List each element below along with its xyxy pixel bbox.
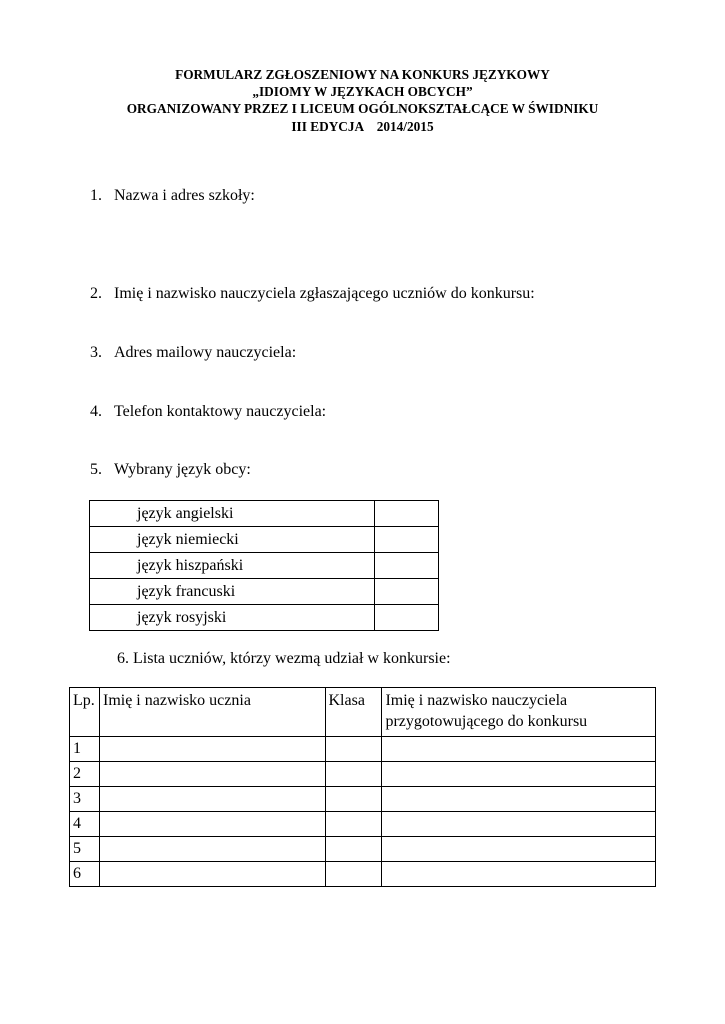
teacher-cell[interactable]	[382, 787, 656, 812]
header-edition: III EDYCJA 2014/2015	[291, 118, 434, 134]
class-cell[interactable]	[325, 787, 382, 812]
question-teacher-phone	[90, 403, 326, 421]
question-label: Telefon kontaktowy nauczyciela:	[114, 403, 327, 420]
table-row	[70, 737, 656, 762]
class-cell[interactable]	[325, 837, 382, 862]
teacher-cell[interactable]	[382, 837, 656, 862]
class-cell[interactable]	[325, 812, 382, 837]
class-cell[interactable]	[325, 862, 382, 887]
column-header-class: Klasa	[325, 688, 382, 737]
language-name: język francuski	[90, 579, 375, 605]
question-number: 2.	[90, 285, 102, 302]
question-number: 3.	[90, 344, 102, 361]
language-name: język rosyjski	[90, 605, 375, 631]
question-number: 5.	[90, 461, 102, 478]
question-label: Adres mailowy nauczyciela:	[114, 344, 297, 361]
language-row	[90, 605, 439, 631]
header-contest-name: „IDIOMY W JĘZYKACH OBCYCH”	[252, 84, 473, 100]
students-list-title: 6. Lista uczniów, którzy wezmą udział w konkursie:	[117, 650, 451, 667]
row-number: 5	[70, 837, 100, 862]
question-label: Nazwa i adres szkoły:	[114, 187, 255, 204]
students-table	[69, 687, 656, 887]
student-name-cell[interactable]	[99, 737, 325, 762]
header-organizer: ORGANIZOWANY PRZEZ I LICEUM OGÓLNOKSZTAŁCĄCE W ŚWIDNIKU	[126, 101, 599, 117]
question-number: 1.	[90, 187, 102, 204]
table-row	[70, 837, 656, 862]
language-name: język angielski	[90, 501, 375, 527]
table-header-row	[70, 688, 656, 737]
question-teacher-email	[90, 344, 296, 362]
header-title: FORMULARZ ZGŁOSZENIOWY NA KONKURS JĘZYKOWY	[175, 67, 550, 82]
teacher-cell[interactable]	[382, 862, 656, 887]
teacher-cell[interactable]	[382, 762, 656, 787]
row-number: 2	[70, 762, 100, 787]
row-number: 3	[70, 787, 100, 812]
language-row	[90, 527, 439, 553]
form-header	[0, 66, 725, 135]
student-name-cell[interactable]	[99, 862, 325, 887]
table-row	[70, 762, 656, 787]
question-number: 4.	[90, 403, 102, 420]
student-name-cell[interactable]	[99, 787, 325, 812]
table-row	[70, 862, 656, 887]
language-checkbox-cell[interactable]	[375, 501, 439, 527]
language-row	[90, 501, 439, 527]
class-cell[interactable]	[325, 737, 382, 762]
column-header-lp: Lp.	[70, 688, 100, 737]
row-number: 6	[70, 862, 100, 887]
question-label: Imię i nazwisko nauczyciela zgłaszającego uczniów do konkursu:	[114, 285, 535, 302]
language-name: język hiszpański	[90, 553, 375, 579]
question-language	[90, 461, 251, 479]
language-checkbox-cell[interactable]	[375, 579, 439, 605]
column-header-student-name: Imię i nazwisko ucznia	[99, 688, 325, 737]
class-cell[interactable]	[325, 762, 382, 787]
student-name-cell[interactable]	[99, 812, 325, 837]
language-checkbox-cell[interactable]	[375, 553, 439, 579]
question-school-name	[90, 187, 255, 205]
column-header-teacher: Imię i nazwisko nauczyciela przygotowującego do konkursu	[382, 688, 656, 737]
language-checkbox-cell[interactable]	[375, 527, 439, 553]
student-name-cell[interactable]	[99, 837, 325, 862]
table-row	[70, 787, 656, 812]
row-number: 1	[70, 737, 100, 762]
language-choice-table	[89, 500, 439, 631]
language-checkbox-cell[interactable]	[375, 605, 439, 631]
teacher-cell[interactable]	[382, 812, 656, 837]
question-teacher-name	[90, 285, 535, 303]
language-name: język niemiecki	[90, 527, 375, 553]
language-row	[90, 553, 439, 579]
row-number: 4	[70, 812, 100, 837]
table-row	[70, 812, 656, 837]
question-label: Wybrany język obcy:	[114, 461, 251, 478]
student-name-cell[interactable]	[99, 762, 325, 787]
teacher-cell[interactable]	[382, 737, 656, 762]
language-row	[90, 579, 439, 605]
